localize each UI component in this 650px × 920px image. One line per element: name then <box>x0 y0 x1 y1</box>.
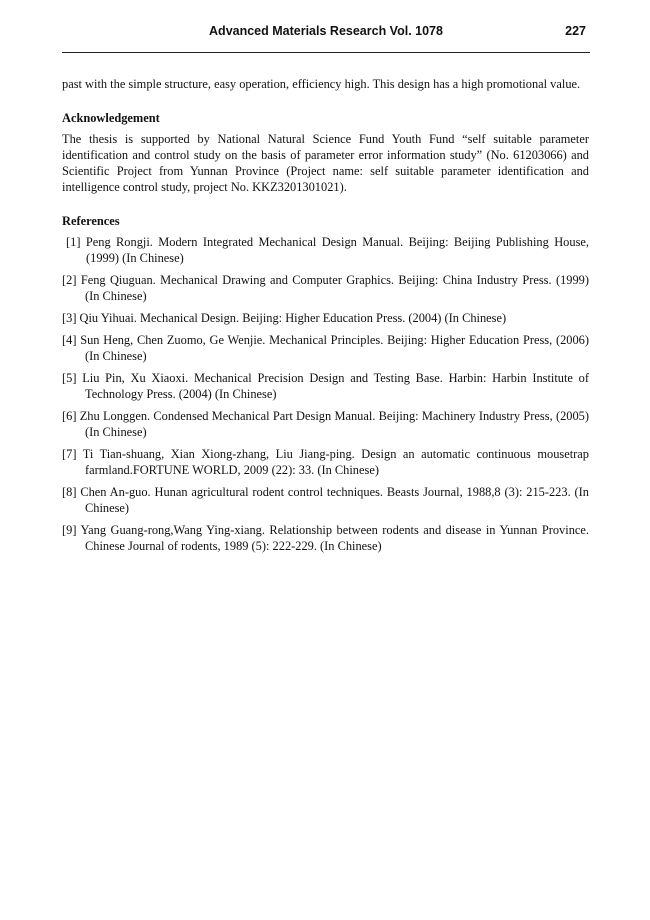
journal-title: Advanced Materials Research Vol. 1078 <box>209 24 443 38</box>
reference-item: [5] Liu Pin, Xu Xiaoxi. Mechanical Precision Design and Testing Base. Harbin: Harbin Institute of Technology Press. (2004) (In Chinese) <box>62 371 589 401</box>
reference-item: [8] Chen An-guo. Hunan agricultural rodent control techniques. Beasts Journal, 1988,8 (3): 215-223. (In Chinese) <box>62 485 589 515</box>
page-content <box>62 76 589 560</box>
references-heading: References <box>62 214 120 228</box>
reference-item: [7] Ti Tian-shuang, Xian Xiong-zhang, Liu Jiang-ping. Design an automatic continuous mousetrap farmland.FORTUNE WORLD, 2009 (22): 33. (In Chinese) <box>62 447 589 477</box>
reference-item: [9] Yang Guang-rong,Wang Ying-xiang. Relationship between rodents and disease in Yunnan Province. Chinese Journal of rodents, 1989 (5): 222-229. (In Chinese) <box>62 523 589 553</box>
continuation-paragraph: past with the simple structure, easy operation, efficiency high. This design has a high promotional value. <box>62 77 581 91</box>
reference-item: [6] Zhu Longgen. Condensed Mechanical Part Design Manual. Beijing: Machinery Industry Press, (2005) (In Chinese) <box>62 409 589 439</box>
reference-item: [1] Peng Rongji. Modern Integrated Mechanical Design Manual. Beijing: Beijing Publishing House, (1999) (In Chinese) <box>66 235 589 265</box>
page-number: 227 <box>565 24 586 38</box>
acknowledgement-paragraph: The thesis is supported by National Natural Science Fund Youth Fund “self suitable parameter identification and control study on the basis of parameter error information study” (No. 61203066) and Scientific Project from Yunnan Province (Project name: self suitable parameter identification and intelligence control study, project No. KKZ3201301021). <box>62 132 589 194</box>
page-header <box>62 22 590 53</box>
reference-item: [3] Qiu Yihuai. Mechanical Design. Beijing: Higher Education Press. (2004) (In Chinese) <box>62 311 507 325</box>
references-list <box>62 234 589 554</box>
reference-item: [2] Feng Qiuguan. Mechanical Drawing and Computer Graphics. Beijing: China Industry Press. (1999) (In Chinese) <box>62 273 589 303</box>
acknowledgement-heading: Acknowledgement <box>62 111 160 125</box>
reference-item: [4] Sun Heng, Chen Zuomo, Ge Wenjie. Mechanical Principles. Beijing: Higher Education Press, (2006) (In Chinese) <box>62 333 589 363</box>
